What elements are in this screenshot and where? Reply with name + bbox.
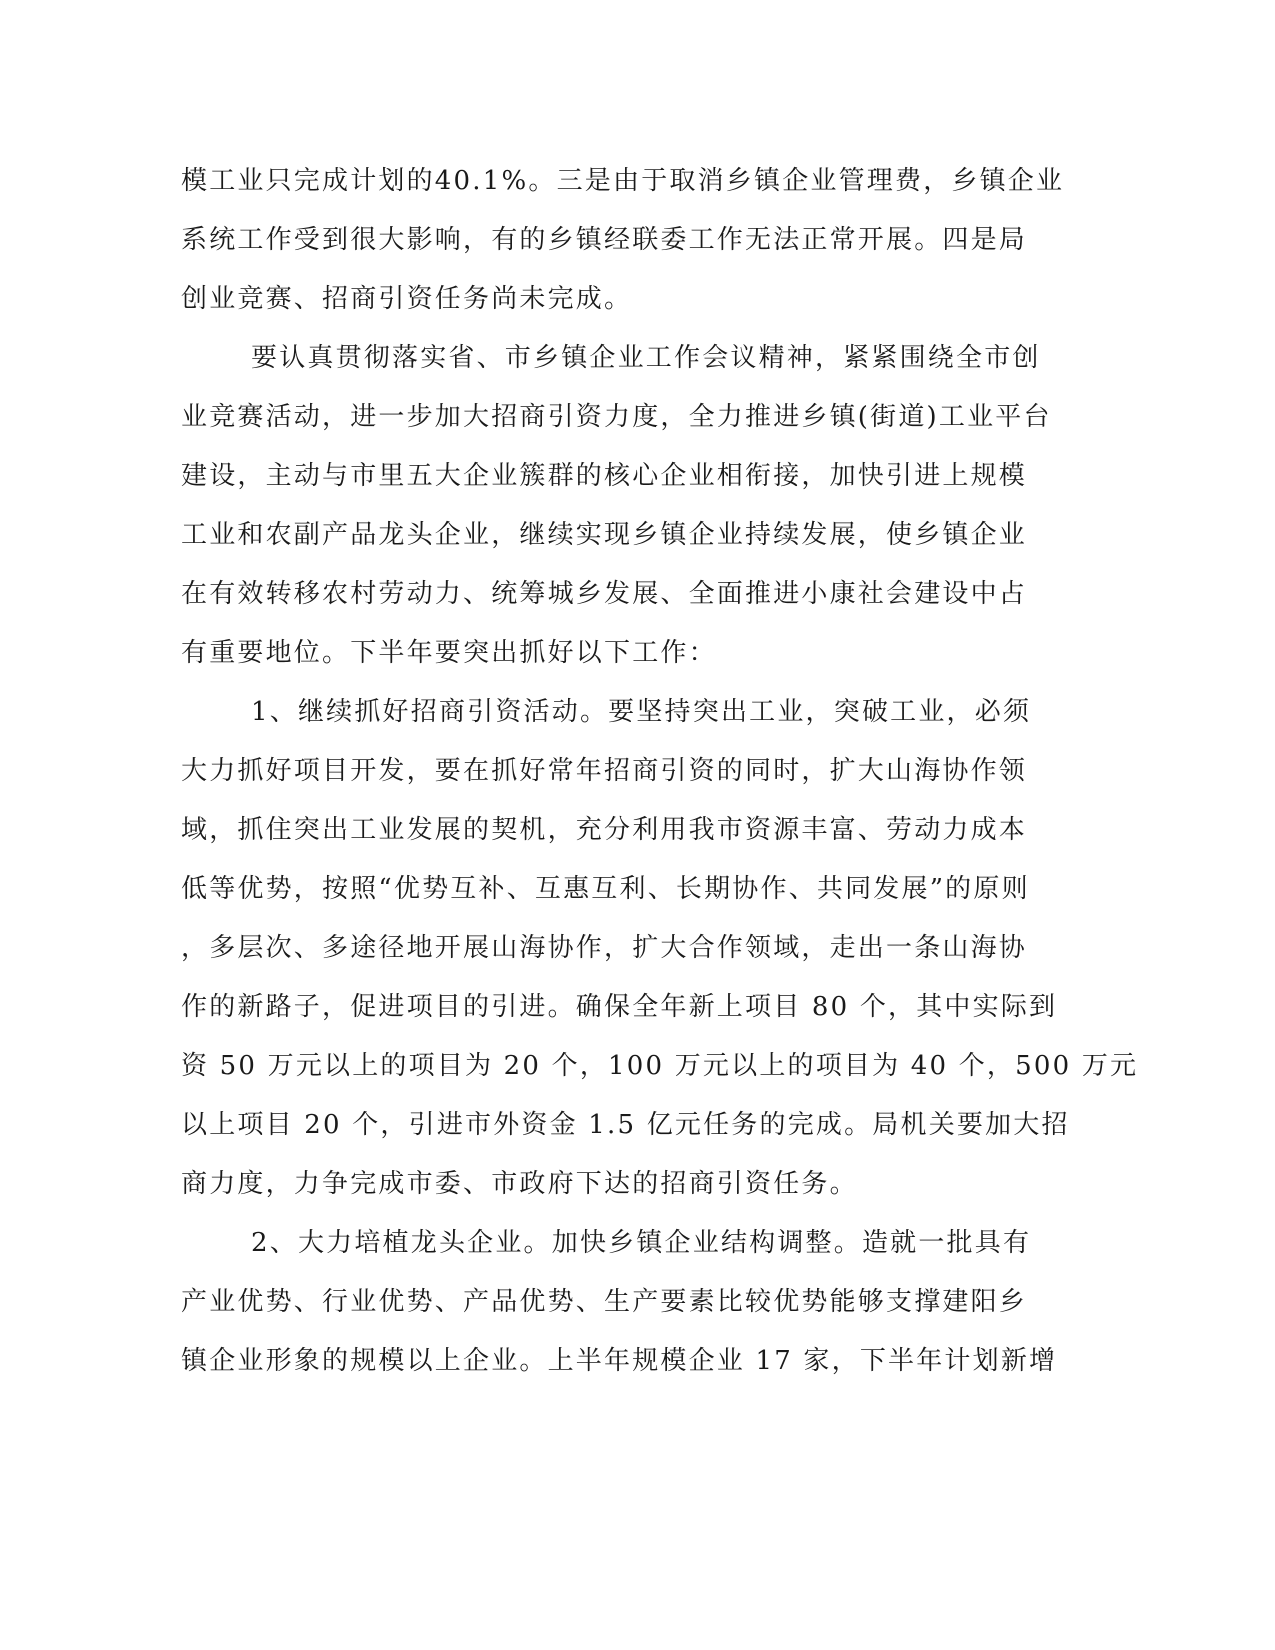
text-line: 要认真贯彻落实省、市乡镇企业工作会议精神，紧紧围绕全市创: [251, 343, 1041, 373]
text-line: 作的新路子，促进项目的引进。确保全年新上项目 80 个，其中实际到: [181, 992, 1058, 1022]
text-line: 在有效转移农村劳动力、统筹城乡发展、全面推进小康社会建设中占: [181, 579, 1028, 609]
text-line: 2、大力培植龙头企业。加快乡镇企业结构调整。造就一批具有: [251, 1228, 1032, 1258]
text-line: 创业竞赛、招商引资任务尚未完成。: [181, 284, 633, 314]
text-line: 资 50 万元以上的项目为 20 个，100 万元以上的项目为 40 个，500 万元: [181, 1051, 1139, 1081]
text-line: 模工业只完成计划的40.1%。三是由于取消乡镇企业管理费，乡镇企业: [181, 166, 1065, 196]
text-line: 域，抓住突出工业发展的契机，充分利用我市资源丰富、劳动力成本: [181, 815, 1028, 845]
text-line: 系统工作受到很大影响，有的乡镇经联委工作无法正常开展。四是局: [181, 225, 1028, 255]
text-line: 1、继续抓好招商引资活动。要坚持突出工业，突破工业，必须: [251, 697, 1032, 727]
text-line: 镇企业形象的规模以上企业。上半年规模企业 17 家，下半年计划新增: [181, 1346, 1058, 1376]
text-line: 建设，主动与市里五大企业簇群的核心企业相衔接，加快引进上规模: [181, 461, 1028, 491]
text-line: 以上项目 20 个，引进市外资金 1.5 亿元任务的完成。局机关要加大招: [181, 1110, 1070, 1140]
text-line: 低等优势，按照“优势互补、互惠互利、长期协作、共同发展”的原则: [181, 874, 1030, 904]
text-line: 业竞赛活动，进一步加大招商引资力度，全力推进乡镇(街道)工业平台: [181, 402, 1052, 432]
text-line: 大力抓好项目开发，要在抓好常年招商引资的同时，扩大山海协作领: [181, 756, 1028, 786]
text-line: ，多层次、多途径地开展山海协作，扩大合作领域，走出一条山海协: [181, 933, 1028, 963]
text-line: 商力度，力争完成市委、市政府下达的招商引资任务。: [181, 1169, 858, 1199]
text-line: 产业优势、行业优势、产品优势、生产要素比较优势能够支撑建阳乡: [181, 1287, 1028, 1317]
text-line: 有重要地位。下半年要突出抓好以下工作：: [181, 638, 717, 668]
text-line: 工业和农副产品龙头企业，继续实现乡镇企业持续发展，使乡镇企业: [181, 520, 1028, 550]
